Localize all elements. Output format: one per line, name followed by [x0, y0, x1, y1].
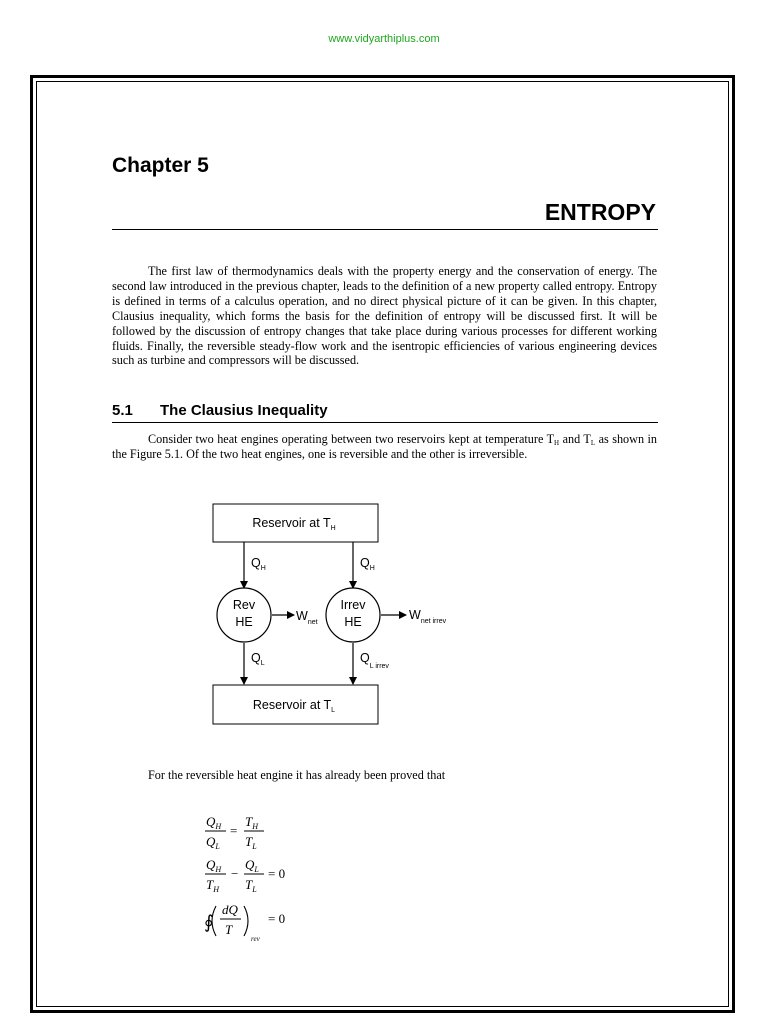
heat-engine-diagram	[200, 495, 470, 730]
equations	[196, 806, 316, 956]
rev-engine-line2: HE	[235, 615, 253, 629]
section-heading	[112, 402, 328, 419]
rev-engine-line1: Rev	[232, 598, 256, 612]
irreversible-engine	[326, 588, 380, 642]
title-rule	[112, 229, 658, 230]
section-text-b: and T	[559, 432, 591, 446]
qh-rev-label: $Q_H$	[251, 556, 266, 572]
svg-text:dQ: dQ	[222, 902, 238, 917]
ql-rev-label: $Q_L$	[251, 651, 265, 667]
cold-reservoir-box	[213, 685, 378, 724]
irrev-engine-line1: Irrev	[340, 598, 366, 612]
subscript-l: L	[590, 439, 596, 447]
ql-irrev-label: $Q_{L irrev}$	[360, 651, 389, 670]
proved-text: For the reversible heat engine it has already been proved that	[148, 768, 446, 782]
website-url[interactable]: www.vidyarthiplus.com	[328, 33, 440, 45]
svg-text:= 0: = 0	[268, 866, 286, 881]
svg-text:=: =	[230, 823, 238, 838]
svg-text:QH: $Q_H$	[206, 857, 222, 874]
intro-text: The first law of thermodynamics deals with the property energy and the conservation of energy. The second law introduced in the previous chapter, leads to the definition of a new property called entropy. Entropy is defined in terms of a calculus operation, and no direct physical picture of it can be given. In this chapter, Clausius inequality, which forms the basis for the definition of entropy will be discussed first. It will be followed by the discussion of entropy changes that take place during various processes for different working fluids. Finally, the reversible steady-flow work and the isentropic efficiencies of various engineering devices such as turbine and compressors will be discussed.	[112, 264, 657, 368]
section-paragraph	[112, 432, 657, 462]
svg-text:−: −	[231, 866, 239, 881]
hot-reservoir-box	[213, 504, 378, 542]
subscript-h: H	[554, 439, 560, 447]
irrev-engine-line2: HE	[344, 615, 362, 629]
section-text-c: as shown in the Figure 5.1. Of the two heat engines, one is reversible and the other is irreversible.	[112, 432, 657, 461]
wnet-rev-label: $W_{net}$	[296, 609, 318, 626]
svg-text:TH: $T_H$	[245, 814, 259, 831]
svg-text:TH: $T_H$	[206, 877, 220, 894]
svg-text:T: T	[225, 922, 233, 937]
svg-text:= 0: = 0	[268, 911, 286, 926]
svg-text:TL: $T_L$	[245, 834, 257, 851]
chapter-title: ENTROPY	[544, 199, 656, 225]
svg-text:rev: rev	[251, 935, 260, 943]
svg-text:∮: ∮	[204, 912, 214, 932]
cold-reservoir-label: Reservoir at $T_L$	[252, 698, 336, 714]
equation-difference	[205, 857, 285, 894]
section-rule	[112, 422, 658, 423]
svg-text:QH: $Q_H$	[206, 814, 222, 831]
svg-text:TL: $T_L$	[245, 877, 257, 894]
intro-paragraph	[112, 264, 657, 368]
equation-cyclic-integral	[204, 902, 285, 943]
equation-ratio	[205, 814, 264, 851]
qh-irrev-label: $Q_H$	[360, 556, 375, 572]
wnet-irrev-label: $W_{net irrev}$	[409, 608, 447, 625]
section-title: The Clausius Inequality	[160, 402, 328, 419]
svg-text:QL: $Q_L$	[206, 834, 220, 851]
hot-reservoir-label: Reservoir at $T_H$	[252, 516, 336, 532]
section-text-a: Consider two heat engines operating between two reservoirs kept at temperature T	[148, 432, 555, 446]
chapter-label: Chapter 5	[112, 154, 209, 177]
section-number: 5.1	[112, 402, 133, 419]
svg-text:QL: $Q_L$	[245, 857, 259, 874]
reversible-engine	[217, 588, 271, 642]
